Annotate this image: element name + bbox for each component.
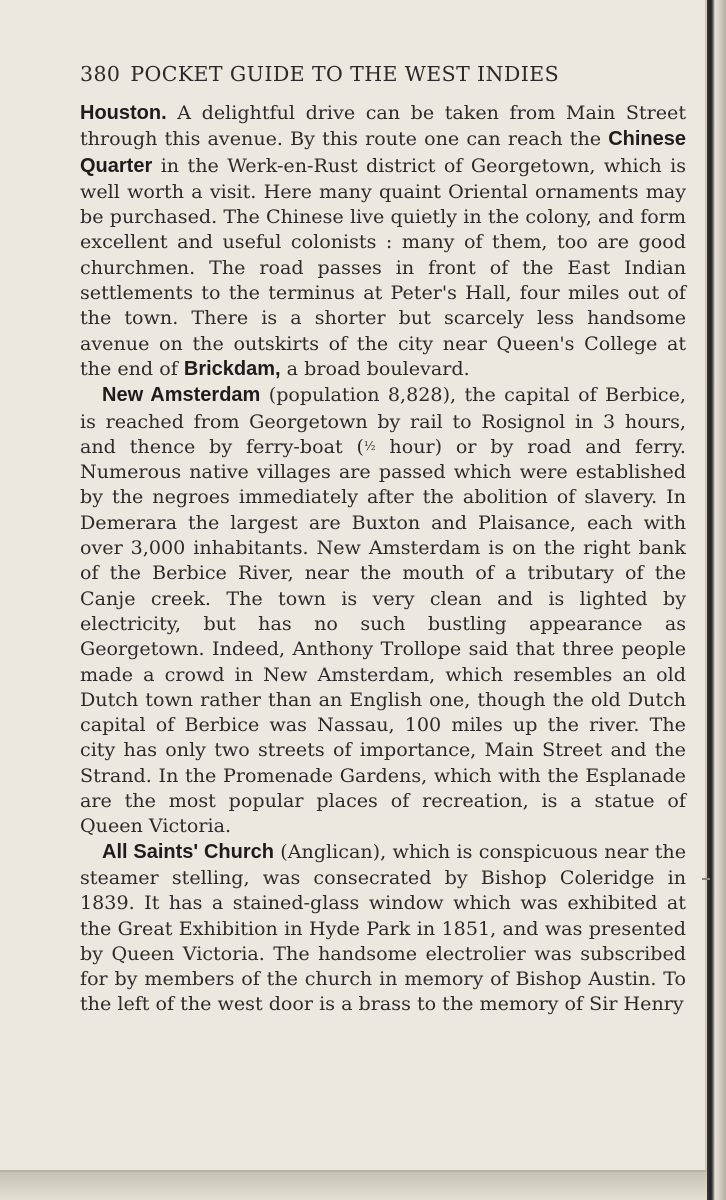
page-bottom-shadow	[0, 1172, 707, 1200]
text-span: hour) or by road and ferry. Numerous native villages are passed which were established by the negroes immediately after the abolition of slavery. In Demerara the largest are Buxton and Plaisance, each with over 3,000 inhabitants. New Amsterdam is on the right bank of the Berbice River, near the mouth of a tributary of the Canje creek. The town is very clean and is lighted by electricity, but has no such bustling appearance as Georgetown. Indeed, Anthony Trollope said that three people made a crowd in New Amsterdam, which resembles an old Dutch town rather than an English one, though the old Dutch capital of Berbice was Nassau, 100 miles up the river. The city has only two streets of importance, Main Street and the Strand. In the Promenade Gardens, which with the Esplanade are the most popular places of recreation, is a statue of Queen Victoria.	[80, 434, 686, 838]
heading-houston: Houston.	[80, 102, 167, 124]
running-title: POCKET GUIDE TO THE WEST INDIES	[130, 62, 560, 86]
body-text	[80, 100, 686, 1017]
text-span: a broad boulevard.	[280, 356, 470, 380]
paragraph-houston	[80, 100, 686, 382]
paragraph-new-amsterdam	[80, 382, 686, 838]
edge-mark	[702, 878, 710, 880]
running-header	[80, 62, 686, 86]
fraction-half: ½	[363, 438, 376, 453]
text-span: (Anglican), which is conspicuous near the steamer stelling, was consecrated by Bishop Coleridge in 1839. It has a stained-glass window which was exhibited at the Great Exhibition in Hyde Park in 1851, and was presented by Queen Victoria. The handsome electrolier was subscribed for by members of the church in memory of Bishop Austin. To the left of the west door is a brass to the memory of Sir Henry	[80, 839, 687, 1016]
page-number: 380	[80, 62, 121, 86]
text-span: (population 8,828), the capital of Berbice, is reached from Georgetown by rail to Rosignol in 3 hours, and thence by ferry-boat (	[80, 383, 686, 458]
heading-new-amsterdam: New Amsterdam	[102, 384, 261, 407]
text-span: A delightful drive can be taken from Main Street through this avenue. By this route one can reach the	[80, 101, 686, 151]
heading-brickdam: Brickdam,	[183, 357, 281, 380]
heading-all-saints-church: All Saints' Church	[102, 840, 274, 863]
book-edge	[707, 0, 726, 1200]
heading-chinese-quarter: Chinese Quarter	[80, 128, 686, 177]
paragraph-all-saints	[80, 839, 686, 1017]
text-span: in the Werk-en-Rust district of Georgetown, which is well worth a visit. Here many quaint Oriental ornaments may be purchased. The Chinese live quietly in the colony, and form excellent and useful colonists : many of them, too are good churchmen. The road passes in front of the East Indian settlements to the terminus at Peter's Hall, four miles out of the town. There is a shorter but scarcely less handsome avenue on the outskirts of the city near Queen's College at the end of	[80, 153, 686, 380]
